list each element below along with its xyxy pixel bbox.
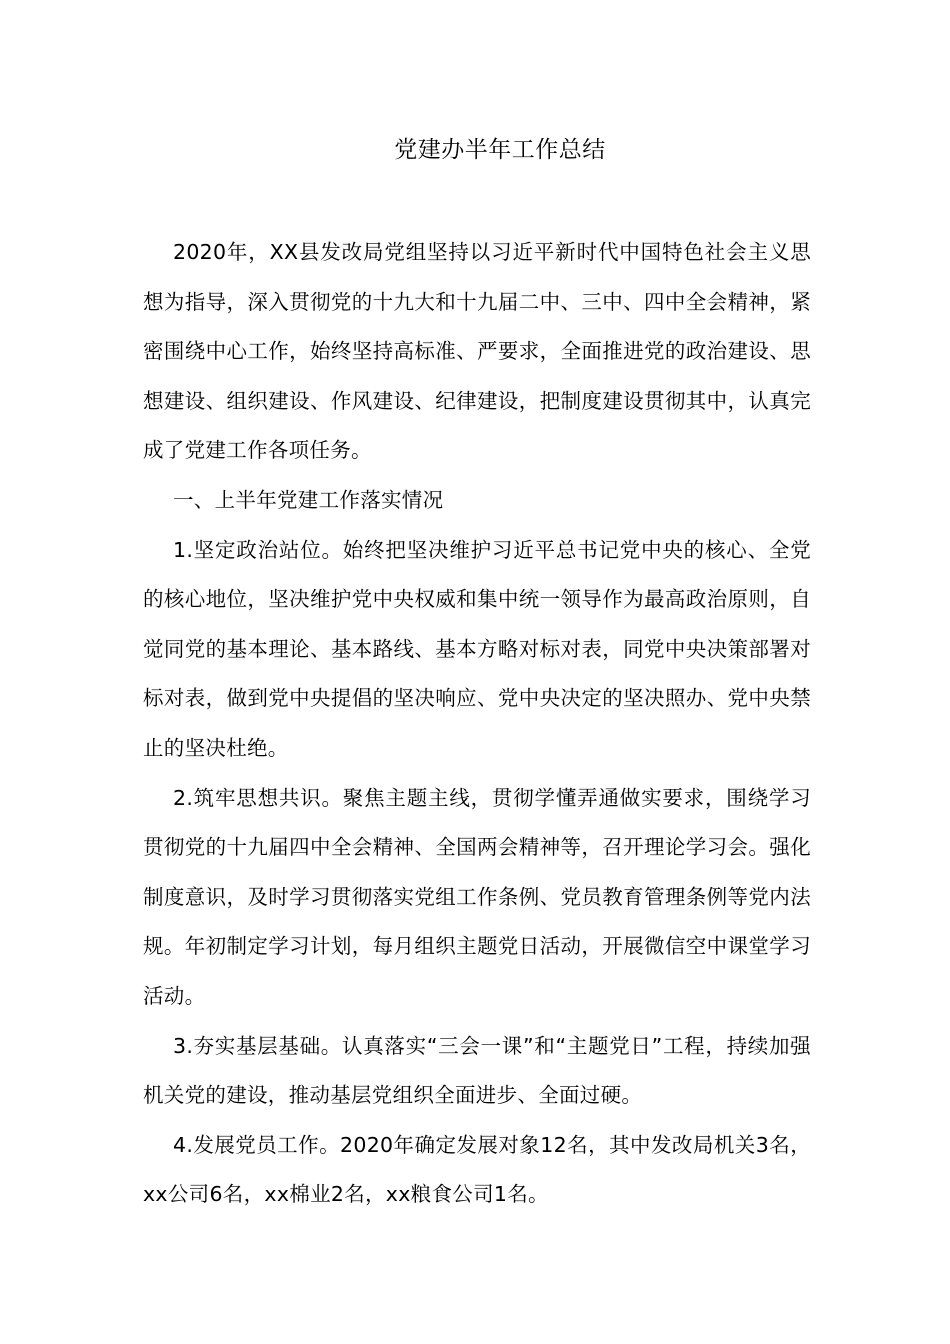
paragraph-item-1: 1.坚定政治站位。始终把坚决维护习近平总书记党中央的核心、全党的核心地位，坚决维护党中央权威和集中统一领导作为最高政治原则，自觉同党的基本理论、基本路线、基本方略对标对表，同党中央决策部署对标对表，做到党中央提倡的坚决响应、党中央决定的坚决照办、党中央禁止的坚决杜绝。 [143,537,811,760]
paragraph-item-4: 4.发展党员工作。2020年确定发展对象12名，其中发改局机关3名，xx公司6名，xx棉业2名，xx粮食公司1名。 [143,1132,811,1207]
page-title: 党建办半年工作总结 [394,137,606,163]
paragraph-item-3: 3.夯实基层基础。认真落实“三会一课”和“主题党日”工程，持续加强机关党的建设，推动基层党组织全面进步、全面过硬。 [143,1033,811,1108]
section-heading: 一、上半年党建工作落实情况 [173,487,444,512]
document-body [143,228,811,1220]
paragraph-intro: 2020年，XX县发改局党组坚持以习近平新时代中国特色社会主义思想为指导，深入贯彻党的十九大和十九届二中、三中、四中全会精神，紧密围绕中心工作，始终坚持高标准、严要求，全面推进党的政治建设、思想建设、组织建设、作风建设、纪律建设，把制度建设贯彻其中，认真完成了党建工作各项任务。 [143,240,811,463]
paragraph-item-2: 2.筑牢思想共识。聚焦主题主线，贯彻学懂弄通做实要求，围绕学习贯彻党的十九届四中全会精神、全国两会精神等，召开理论学习会。强化制度意识，及时学习贯彻落实党组工作条例、党员教育管理条例等党内法规。年初制定学习计划，每月组织主题党日活动，开展微信空中课堂学习活动。 [143,785,811,1008]
